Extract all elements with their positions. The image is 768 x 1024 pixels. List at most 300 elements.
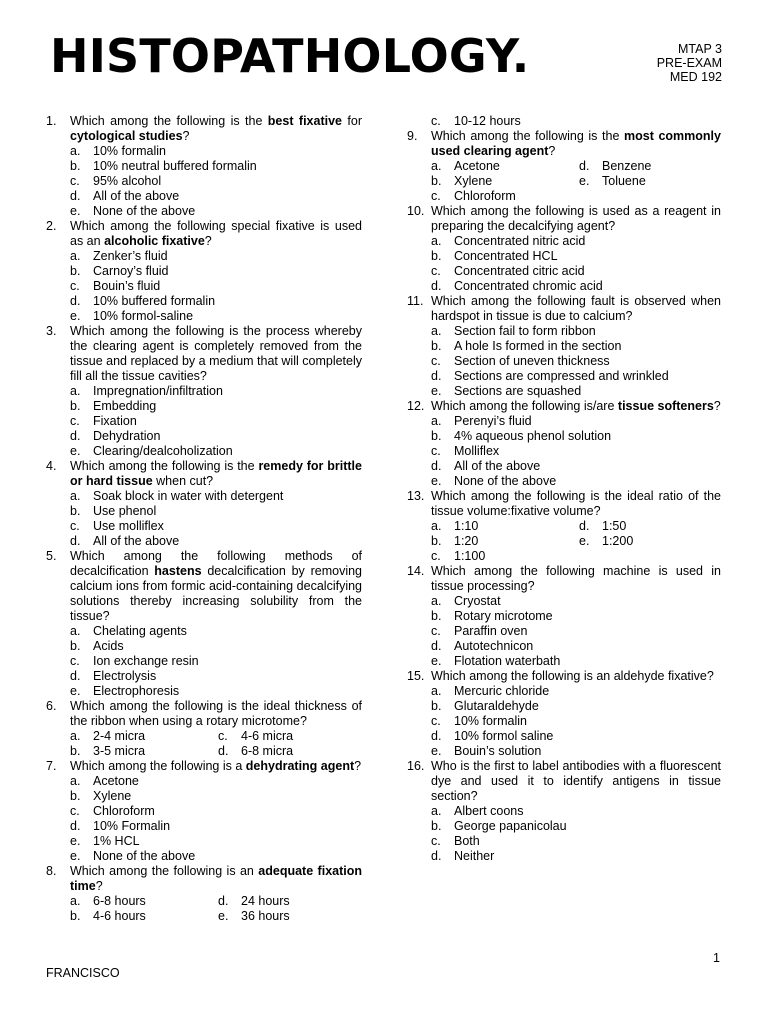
option-text: 24 hours bbox=[241, 894, 290, 908]
question-block bbox=[46, 549, 362, 699]
option-text: Fixation bbox=[93, 414, 137, 428]
question-stem bbox=[407, 759, 721, 804]
question-number: 1. bbox=[46, 114, 57, 128]
answer-option bbox=[407, 654, 721, 669]
option-letter: c. bbox=[431, 444, 441, 458]
option-text: 10% neutral buffered formalin bbox=[93, 159, 257, 173]
option-text: Both bbox=[454, 834, 480, 848]
option-letter: d. bbox=[431, 849, 442, 863]
answer-option bbox=[407, 639, 721, 654]
question-text bbox=[431, 129, 721, 159]
answer-option bbox=[431, 534, 579, 549]
option-text: Bouin’s fluid bbox=[93, 279, 161, 293]
question-text-segment: when cut? bbox=[152, 474, 214, 488]
answer-option bbox=[46, 849, 362, 864]
answer-option bbox=[407, 474, 721, 489]
option-letter: a. bbox=[431, 234, 442, 248]
option-letter: b. bbox=[70, 744, 81, 758]
option-text: Mercuric chloride bbox=[454, 684, 550, 698]
question-text-segment: Which among the following is an bbox=[70, 864, 259, 878]
option-letter: e. bbox=[579, 174, 590, 188]
question-text-segment: Which among the following is the bbox=[70, 459, 259, 473]
option-text: 1:10 bbox=[454, 519, 479, 533]
option-letter: a. bbox=[431, 684, 442, 698]
answer-option bbox=[218, 894, 362, 909]
question-keyword: tissue softeners bbox=[617, 399, 714, 413]
option-text: 3-5 micra bbox=[93, 744, 146, 758]
option-text: 36 hours bbox=[241, 909, 290, 923]
option-letter: d. bbox=[431, 279, 442, 293]
question-text bbox=[70, 114, 362, 144]
answer-option bbox=[579, 159, 721, 174]
answer-option bbox=[46, 639, 362, 654]
answer-options-grid bbox=[407, 519, 721, 564]
answer-option bbox=[46, 159, 362, 174]
option-letter: c. bbox=[70, 414, 80, 428]
answer-option bbox=[46, 444, 362, 459]
option-letter: e. bbox=[431, 474, 442, 488]
answer-option bbox=[407, 849, 721, 864]
question-stem bbox=[407, 129, 721, 159]
question-block bbox=[407, 114, 721, 129]
answer-option bbox=[407, 459, 721, 474]
question-stem bbox=[46, 459, 362, 489]
question-text-segment: ? bbox=[182, 129, 190, 143]
answer-option bbox=[579, 174, 721, 189]
option-letter: a. bbox=[431, 804, 442, 818]
answer-option bbox=[46, 774, 362, 789]
answer-option bbox=[407, 354, 721, 369]
option-letter: b. bbox=[431, 609, 442, 623]
question-text bbox=[70, 864, 362, 894]
option-text: Bouin’s solution bbox=[454, 744, 542, 758]
option-text: Chloroform bbox=[93, 804, 155, 818]
option-text: Cryostat bbox=[454, 594, 501, 608]
option-letter: b. bbox=[70, 264, 81, 278]
answer-option bbox=[46, 429, 362, 444]
option-text: Section of uneven thickness bbox=[454, 354, 610, 368]
question-block bbox=[407, 564, 721, 669]
option-text: Concentrated chromic acid bbox=[454, 279, 603, 293]
option-letter: b. bbox=[431, 699, 442, 713]
question-block bbox=[407, 399, 721, 489]
option-text: 6-8 micra bbox=[241, 744, 294, 758]
answer-option bbox=[407, 834, 721, 849]
course-number: MED 192 bbox=[669, 70, 722, 84]
answer-option bbox=[407, 684, 721, 699]
option-text: Concentrated HCL bbox=[454, 249, 558, 263]
option-letter: e. bbox=[70, 309, 81, 323]
option-text: Zenker’s fluid bbox=[93, 249, 168, 263]
option-letter: c. bbox=[431, 624, 441, 638]
answer-option bbox=[407, 249, 721, 264]
answer-option bbox=[46, 384, 362, 399]
option-text: 10% buffered formalin bbox=[93, 294, 216, 308]
answer-option bbox=[46, 669, 362, 684]
question-text-segment: Which among the following is the ideal thickness of the ribbon when using a rotary microtome? bbox=[70, 699, 362, 728]
answer-option bbox=[407, 594, 721, 609]
option-letter: e. bbox=[431, 654, 442, 668]
answer-option bbox=[46, 819, 362, 834]
question-text-segment: Which among the following is the bbox=[70, 114, 268, 128]
option-text: 4% aqueous phenol solution bbox=[454, 429, 612, 443]
question-stem bbox=[407, 204, 721, 234]
question-number: 5. bbox=[46, 549, 57, 563]
question-text bbox=[431, 294, 721, 324]
question-number: 3. bbox=[46, 324, 57, 338]
question-text-segment: Which among the following is used as a reagent in preparing the decalcifying agent? bbox=[431, 204, 721, 233]
question-text-segment: Which among the following is the ideal ratio of the tissue volume:fixative volume? bbox=[431, 489, 721, 518]
question-block bbox=[46, 759, 362, 864]
answer-option bbox=[407, 369, 721, 384]
option-letter: c. bbox=[70, 804, 80, 818]
question-text-segment: ? bbox=[354, 759, 362, 773]
option-text: 4-6 micra bbox=[241, 729, 294, 743]
question-stem bbox=[46, 699, 362, 729]
option-text: All of the above bbox=[93, 189, 180, 203]
option-text: Autotechnicon bbox=[454, 639, 534, 653]
option-letter: d. bbox=[431, 459, 442, 473]
question-keyword: best fixative bbox=[267, 114, 342, 128]
question-number: 13. bbox=[407, 489, 425, 503]
option-letter: d. bbox=[70, 669, 81, 683]
option-text: All of the above bbox=[454, 459, 541, 473]
answer-option bbox=[46, 399, 362, 414]
option-letter: e. bbox=[70, 834, 81, 848]
question-stem bbox=[46, 759, 362, 774]
option-letter: d. bbox=[218, 744, 229, 758]
course-code: MTAP 3 bbox=[678, 42, 722, 56]
option-letter: c. bbox=[70, 174, 80, 188]
answer-option bbox=[46, 684, 362, 699]
answer-options-grid bbox=[407, 159, 721, 204]
option-text: Clearing/dealcoholization bbox=[93, 444, 233, 458]
option-letter: e. bbox=[70, 684, 81, 698]
question-number: 2. bbox=[46, 219, 57, 233]
option-letter: a. bbox=[431, 594, 442, 608]
question-text-segment: decalcification by removing calcium ions from formic acid-containing decalcifying solutions thereby increasing solubility from the tissue? bbox=[70, 564, 362, 623]
answer-option bbox=[431, 519, 579, 534]
option-letter: e. bbox=[431, 384, 442, 398]
answer-option bbox=[46, 249, 362, 264]
answer-option bbox=[46, 279, 362, 294]
option-text: Concentrated citric acid bbox=[454, 264, 585, 278]
option-text: Albert coons bbox=[454, 804, 524, 818]
question-keyword: most commonly used clearing agent bbox=[431, 129, 721, 158]
answer-option bbox=[407, 414, 721, 429]
option-letter: a. bbox=[431, 159, 442, 173]
option-text: George papanicolau bbox=[454, 819, 567, 833]
answer-option bbox=[407, 744, 721, 759]
option-text: 10% Formalin bbox=[93, 819, 171, 833]
answer-option bbox=[407, 429, 721, 444]
option-text: Section fail to form ribbon bbox=[454, 324, 596, 338]
option-text: Acetone bbox=[454, 159, 500, 173]
question-number: 8. bbox=[46, 864, 57, 878]
question-block bbox=[407, 669, 721, 759]
option-letter: c. bbox=[431, 549, 441, 563]
option-text: Acids bbox=[93, 639, 124, 653]
answer-option bbox=[70, 729, 218, 744]
option-letter: e. bbox=[431, 744, 442, 758]
option-text: Xylene bbox=[454, 174, 493, 188]
option-text: Flotation waterbath bbox=[454, 654, 561, 668]
answer-option bbox=[407, 339, 721, 354]
option-letter: b. bbox=[70, 399, 81, 413]
option-text: Benzene bbox=[602, 159, 652, 173]
question-text-segment: Which among the following is/are bbox=[431, 399, 618, 413]
answer-option bbox=[46, 414, 362, 429]
question-text bbox=[70, 699, 362, 729]
exam-type: PRE-EXAM bbox=[656, 56, 722, 70]
option-letter: a. bbox=[70, 489, 81, 503]
answer-option bbox=[431, 159, 579, 174]
answer-option bbox=[46, 519, 362, 534]
option-letter: c. bbox=[431, 189, 441, 203]
course-info bbox=[657, 42, 722, 84]
left-question-column bbox=[46, 114, 362, 924]
option-letter: a. bbox=[70, 774, 81, 788]
question-text bbox=[70, 549, 362, 624]
answer-option bbox=[407, 279, 721, 294]
question-stem bbox=[407, 294, 721, 324]
option-text: A hole Is formed in the section bbox=[454, 339, 622, 353]
option-letter: c. bbox=[431, 354, 441, 368]
question-stem bbox=[407, 489, 721, 519]
question-stem bbox=[46, 114, 362, 144]
answer-options-grid bbox=[46, 729, 362, 759]
question-number: 14. bbox=[407, 564, 425, 578]
answer-option bbox=[218, 744, 362, 759]
question-number: 6. bbox=[46, 699, 57, 713]
option-text: Sections are squashed bbox=[454, 384, 582, 398]
answer-option bbox=[46, 189, 362, 204]
question-text-segment: Which among the following machine is used in tissue processing? bbox=[431, 564, 721, 593]
question-number: 4. bbox=[46, 459, 57, 473]
option-text: Soak block in water with detergent bbox=[93, 489, 284, 503]
question-keyword: adequate fixation time bbox=[70, 864, 363, 893]
question-keyword: remedy for brittle or hard tissue bbox=[70, 459, 362, 488]
option-text: Xylene bbox=[93, 789, 132, 803]
answer-options-grid bbox=[46, 894, 362, 924]
option-letter: d. bbox=[579, 159, 590, 173]
option-text: Neither bbox=[454, 849, 495, 863]
question-text-segment: for bbox=[341, 114, 362, 128]
option-letter: a. bbox=[70, 384, 81, 398]
option-text: Impregnation/infiltration bbox=[93, 384, 223, 398]
option-letter: d. bbox=[579, 519, 590, 533]
answer-option bbox=[218, 909, 362, 924]
question-text-segment: Which among the following is the process whereby the clearing agent is completely removed from the tissue and replaced by a medium that will completely fill all the tissue cavities? bbox=[70, 324, 362, 383]
option-text: 10% formol-saline bbox=[93, 309, 194, 323]
option-letter: a. bbox=[431, 519, 442, 533]
option-letter: c. bbox=[70, 519, 80, 533]
option-text: Paraffin oven bbox=[454, 624, 528, 638]
question-block bbox=[46, 459, 362, 549]
option-text: Rotary microtome bbox=[454, 609, 553, 623]
answer-option bbox=[407, 699, 721, 714]
option-letter: b. bbox=[70, 789, 81, 803]
option-text: None of the above bbox=[454, 474, 557, 488]
option-letter: e. bbox=[218, 909, 229, 923]
option-text: Toluene bbox=[602, 174, 646, 188]
answer-option bbox=[407, 324, 721, 339]
option-letter: a. bbox=[70, 729, 81, 743]
question-block bbox=[407, 129, 721, 204]
question-text-segment: ? bbox=[95, 879, 103, 893]
option-letter: a. bbox=[431, 414, 442, 428]
answer-option bbox=[407, 444, 721, 459]
option-letter: e. bbox=[70, 444, 81, 458]
answer-option bbox=[407, 729, 721, 744]
option-text: Dehydration bbox=[93, 429, 161, 443]
question-text bbox=[431, 564, 721, 594]
option-letter: e. bbox=[579, 534, 590, 548]
question-stem bbox=[46, 219, 362, 249]
option-letter: e. bbox=[70, 849, 81, 863]
option-text: 1% HCL bbox=[93, 834, 140, 848]
question-text bbox=[431, 759, 721, 804]
option-letter: d. bbox=[431, 639, 442, 653]
option-letter: b. bbox=[70, 909, 81, 923]
option-letter: a. bbox=[70, 894, 81, 908]
option-letter: b. bbox=[431, 339, 442, 353]
option-text: Use molliflex bbox=[93, 519, 164, 533]
option-text: 1:100 bbox=[454, 549, 486, 563]
option-letter: b. bbox=[431, 819, 442, 833]
option-text: Glutaraldehyde bbox=[454, 699, 539, 713]
answer-option bbox=[431, 189, 579, 204]
question-keyword: dehydrating agent bbox=[245, 759, 355, 773]
option-letter: a. bbox=[70, 249, 81, 263]
answer-option bbox=[407, 714, 721, 729]
option-letter: d. bbox=[218, 894, 229, 908]
option-letter: b. bbox=[431, 174, 442, 188]
option-text: Chelating agents bbox=[93, 624, 187, 638]
option-letter: e. bbox=[70, 204, 81, 218]
option-letter: c. bbox=[70, 279, 80, 293]
question-text-segment: Which among the following methods of decalcification bbox=[70, 549, 362, 578]
option-text: 10-12 hours bbox=[454, 114, 521, 128]
option-text: Use phenol bbox=[93, 504, 157, 518]
option-text: Perenyi’s fluid bbox=[454, 414, 532, 428]
option-letter: c. bbox=[431, 264, 441, 278]
answer-option bbox=[407, 234, 721, 249]
question-text bbox=[70, 219, 362, 249]
question-keyword: alcoholic fixative bbox=[104, 234, 205, 248]
option-text: All of the above bbox=[93, 534, 180, 548]
page-number: 1 bbox=[713, 951, 720, 965]
option-text: 1:50 bbox=[602, 519, 627, 533]
option-text: Embedding bbox=[93, 399, 157, 413]
question-text-segment: ? bbox=[548, 144, 556, 158]
answer-option bbox=[46, 294, 362, 309]
question-block bbox=[46, 699, 362, 759]
option-letter: c. bbox=[70, 654, 80, 668]
question-stem bbox=[407, 399, 721, 414]
page-title: HISTOPATHOLOGY. bbox=[50, 29, 530, 83]
answer-option bbox=[46, 489, 362, 504]
option-letter: b. bbox=[70, 639, 81, 653]
question-stem bbox=[407, 564, 721, 594]
question-text-segment: Which among the following fault is observed when hardspot in tissue is due to calcium? bbox=[431, 294, 721, 323]
answer-option bbox=[579, 519, 721, 534]
answer-option bbox=[46, 804, 362, 819]
question-text bbox=[70, 324, 362, 384]
answer-option bbox=[46, 624, 362, 639]
option-text: 6-8 hours bbox=[93, 894, 146, 908]
question-number: 9. bbox=[407, 129, 418, 143]
option-text: None of the above bbox=[93, 204, 196, 218]
option-text: Concentrated nitric acid bbox=[454, 234, 586, 248]
option-letter: d. bbox=[70, 819, 81, 833]
answer-option bbox=[46, 504, 362, 519]
option-letter: b. bbox=[431, 429, 442, 443]
question-block bbox=[407, 759, 721, 864]
option-text: Molliflex bbox=[454, 444, 500, 458]
option-text: 1:20 bbox=[454, 534, 479, 548]
answer-option bbox=[407, 624, 721, 639]
option-letter: c. bbox=[431, 114, 441, 128]
option-letter: b. bbox=[70, 504, 81, 518]
answer-option bbox=[407, 819, 721, 834]
option-text: Acetone bbox=[93, 774, 139, 788]
question-text-segment: ? bbox=[713, 399, 721, 413]
option-text: 95% alcohol bbox=[93, 174, 162, 188]
option-letter: a. bbox=[70, 624, 81, 638]
question-stem bbox=[46, 549, 362, 624]
option-letter: b. bbox=[431, 534, 442, 548]
option-letter: b. bbox=[431, 249, 442, 263]
option-letter: c. bbox=[218, 729, 228, 743]
answer-option bbox=[46, 309, 362, 324]
option-text: 1:200 bbox=[602, 534, 634, 548]
answer-option bbox=[431, 174, 579, 189]
answer-option bbox=[579, 534, 721, 549]
option-text: Chloroform bbox=[454, 189, 516, 203]
question-stem bbox=[407, 669, 721, 684]
answer-option bbox=[407, 264, 721, 279]
question-block bbox=[407, 294, 721, 399]
option-text: 10% formalin bbox=[454, 714, 527, 728]
question-keyword: cytological studies bbox=[70, 129, 183, 143]
answer-option bbox=[46, 789, 362, 804]
option-text: None of the above bbox=[93, 849, 196, 863]
option-text: Electrolysis bbox=[93, 669, 157, 683]
option-letter: d. bbox=[70, 429, 81, 443]
answer-option bbox=[46, 204, 362, 219]
right-question-column bbox=[407, 114, 721, 864]
question-number: 7. bbox=[46, 759, 57, 773]
answer-option bbox=[407, 114, 721, 129]
option-letter: c. bbox=[431, 834, 441, 848]
option-letter: d. bbox=[70, 189, 81, 203]
question-number: 11. bbox=[407, 294, 424, 308]
question-block bbox=[407, 204, 721, 294]
option-text: 10% formol saline bbox=[454, 729, 554, 743]
option-text: 2-4 micra bbox=[93, 729, 146, 743]
question-text-segment: Who is the first to label antibodies with a fluorescent dye and used it to identify antigens in tissue section? bbox=[431, 759, 721, 803]
question-text bbox=[70, 459, 362, 489]
question-text bbox=[431, 489, 721, 519]
question-keyword: hastens bbox=[154, 564, 202, 578]
question-text bbox=[431, 399, 721, 414]
answer-option bbox=[46, 834, 362, 849]
option-text: 10% formalin bbox=[93, 144, 166, 158]
answer-option bbox=[218, 729, 362, 744]
answer-option bbox=[407, 804, 721, 819]
question-text bbox=[431, 204, 721, 234]
